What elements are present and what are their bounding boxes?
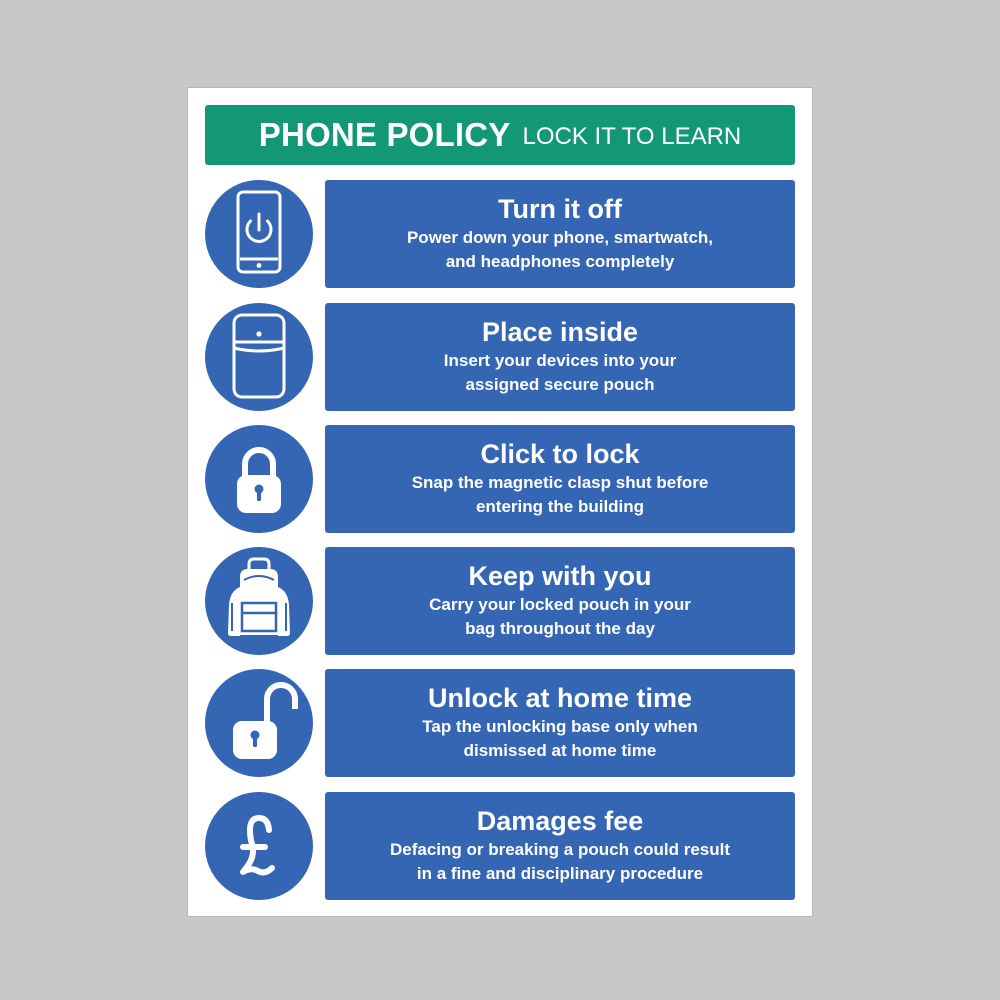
step-description-line: dismissed at home time bbox=[463, 741, 657, 760]
backpack-icon bbox=[205, 547, 313, 655]
step-keep-with-you bbox=[188, 547, 812, 655]
step-description-line: Insert your devices into your bbox=[443, 351, 677, 370]
step-title: Unlock at home time bbox=[427, 683, 693, 713]
step-icon-circle bbox=[205, 180, 313, 288]
step-description-line: Snap the magnetic clasp shut before bbox=[411, 473, 709, 492]
step-description-line: bag throughout the day bbox=[465, 619, 655, 638]
step-panel bbox=[325, 425, 795, 533]
padlock-closed-icon bbox=[205, 425, 313, 533]
step-click-lock bbox=[188, 425, 812, 533]
step-turn-off bbox=[188, 180, 812, 288]
step-panel bbox=[325, 792, 795, 900]
step-icon-circle bbox=[205, 303, 313, 411]
step-icon-circle bbox=[205, 547, 313, 655]
step-description-line: in a fine and disciplinary procedure bbox=[416, 864, 704, 883]
step-unlock-home-time bbox=[188, 669, 812, 777]
pound-sign-icon bbox=[205, 792, 313, 900]
step-place-inside bbox=[188, 303, 812, 411]
step-damages-fee bbox=[188, 792, 812, 900]
step-description-line: Defacing or breaking a pouch could result bbox=[389, 840, 731, 859]
step-icon-circle bbox=[205, 425, 313, 533]
step-description-line: Carry your locked pouch in your bbox=[429, 595, 691, 614]
step-panel bbox=[325, 547, 795, 655]
step-icon-circle bbox=[205, 792, 313, 900]
padlock-open-icon bbox=[205, 669, 313, 777]
header-subtitle: LOCK IT TO LEARN bbox=[522, 123, 742, 150]
header-title: PHONE POLICY bbox=[258, 116, 511, 153]
step-description-line: Power down your phone, smartwatch, bbox=[406, 228, 714, 247]
step-description-line: and headphones completely bbox=[445, 252, 675, 271]
step-title: Keep with you bbox=[468, 561, 652, 591]
step-icon-circle bbox=[205, 669, 313, 777]
step-description-line: Tap the unlocking base only when bbox=[422, 717, 698, 736]
step-panel bbox=[325, 303, 795, 411]
policy-sign bbox=[188, 88, 812, 916]
step-title: Damages fee bbox=[476, 806, 644, 836]
step-title: Click to lock bbox=[480, 439, 640, 469]
step-title: Place inside bbox=[481, 317, 639, 347]
step-description-line: entering the building bbox=[475, 497, 645, 516]
step-title: Turn it off bbox=[498, 194, 622, 224]
step-panel bbox=[325, 180, 795, 288]
phone-power-icon bbox=[205, 180, 313, 288]
step-description-line: assigned secure pouch bbox=[465, 375, 655, 394]
pouch-icon bbox=[205, 303, 313, 411]
step-panel bbox=[325, 669, 795, 777]
header-banner bbox=[205, 105, 795, 165]
